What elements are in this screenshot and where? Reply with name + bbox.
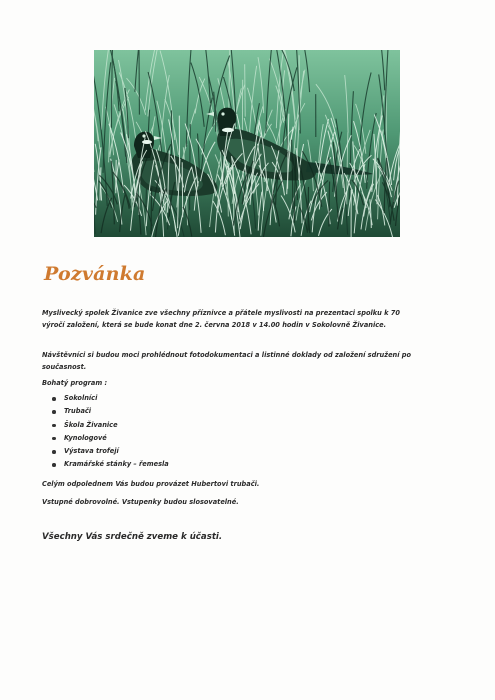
- bullet-icon: [52, 397, 56, 401]
- grass-blade: [245, 64, 246, 116]
- program-title: Bohatý program :: [42, 379, 108, 387]
- bullet-icon: [52, 424, 56, 428]
- grass-blade: [182, 162, 183, 217]
- grass-blade: [151, 188, 152, 234]
- page-title: Pozvánka: [44, 263, 146, 285]
- exhibition-paragraph: Návštěvníci si budou moci prohlédnout fotodokumentaci a listinné doklady od založení sdružení po současnost.: [42, 351, 412, 371]
- list-item: Škola Živanice: [50, 419, 169, 432]
- intro-paragraph: Myslivecký spolek Živanice zve všechny příznivce a přátele myslivosti na prezentaci spolku k 70 výročí založení, která se bude konat dne 2. června 2018 v 14.00 hodin v Sokolovně Živanice.: [42, 309, 400, 329]
- pheasant-image: [94, 50, 400, 237]
- program-list: [50, 392, 169, 472]
- bullet-icon: [52, 450, 56, 454]
- list-item: Sokolníci: [50, 392, 169, 405]
- list-item: Trubači: [50, 405, 169, 418]
- bullet-icon: [52, 410, 56, 414]
- list-item: Kramářské stánky – řemesla: [50, 458, 169, 471]
- trumpeters-paragraph: Celým odpolednem Vás budou provázet Hubertovi trubači.: [42, 480, 260, 488]
- closing-invitation: Všechny Vás srdečně zveme k účasti.: [42, 532, 223, 542]
- admission-paragraph: Vstupné dobrovolné. Vstupenky budou slosovatelné.: [42, 498, 239, 506]
- pheasant-illustration: [94, 50, 400, 237]
- list-item: Kynologové: [50, 432, 169, 445]
- grass-blade: [329, 182, 330, 227]
- bullet-icon: [52, 463, 56, 467]
- list-item: Výstava trofejí: [50, 445, 169, 458]
- bullet-icon: [52, 437, 56, 441]
